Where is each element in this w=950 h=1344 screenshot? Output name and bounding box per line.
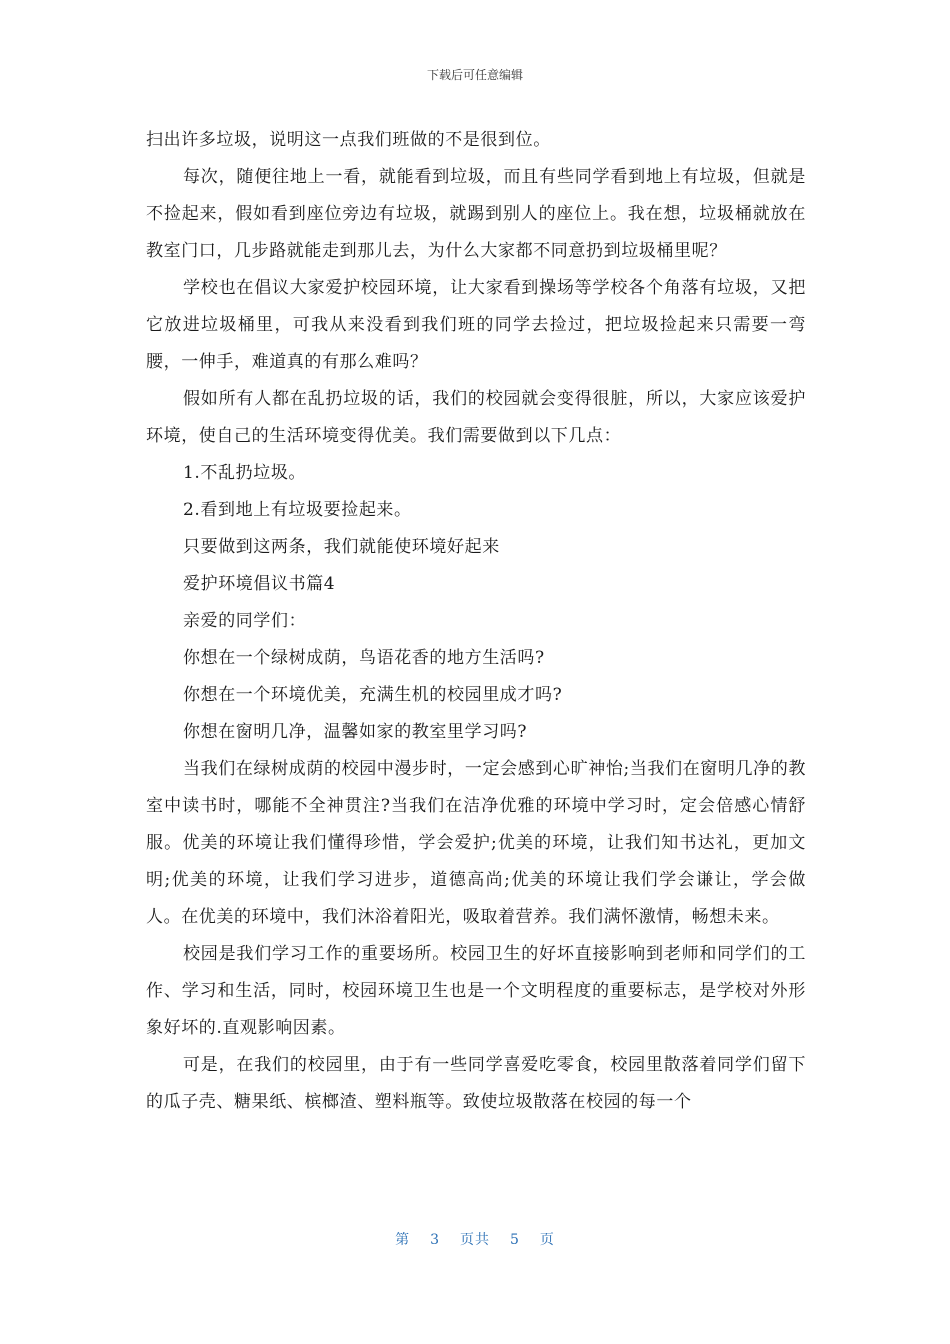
paragraph: 每次，随便往地上一看，就能看到垃圾，而且有些同学看到地上有垃圾，但就是不捡起来，假如看到座位旁边有垃圾，就踢到别人的座位上。我在想，垃圾桶就放在教室门口，几步路就能走到那儿去，为什么大家都不同意扔到垃圾桶里呢？	[146, 167, 806, 261]
current-page-number: 3	[430, 1232, 440, 1248]
paragraph: 你想在窗明几净，温馨如家的教室里学习吗?	[183, 722, 528, 742]
page-footer	[0, 1229, 950, 1249]
section-title: 爱护环境倡议书篇4	[183, 574, 336, 594]
footer-prefix: 第	[395, 1232, 411, 1248]
paragraph: 假如所有人都在乱扔垃圾的话，我们的校园就会变得很脏，所以，大家应该爱护环境，使自己的生活环境变得优美。我们需要做到以下几点：	[146, 389, 806, 446]
paragraph: 学校也在倡议大家爱护校园环境，让大家看到操场等学校各个角落有垃圾，又把它放进垃圾桶里，可我从来没看到我们班的同学去捡过，把垃圾捡起来只需要一弯腰，一伸手，难道真的有那么难吗？	[146, 278, 806, 372]
paragraph: 你想在一个环境优美，充满生机的校园里成才吗?	[183, 685, 563, 705]
paragraph: 可是，在我们的校园里，由于有一些同学喜爱吃零食，校园里散落着同学们留下的瓜子壳、糖果纸、槟榔渣、塑料瓶等。致使垃圾散落在校园的每一个	[146, 1055, 806, 1112]
paragraph: 你想在一个绿树成荫，鸟语花香的地方生活吗?	[183, 648, 545, 668]
footer-suffix: 页	[539, 1232, 555, 1248]
document-body	[146, 122, 806, 1121]
list-item: 1.不乱扔垃圾。	[183, 463, 307, 483]
page-header: 下载后可任意编辑	[426, 68, 523, 82]
salutation: 亲爱的同学们：	[183, 611, 307, 631]
paragraph: 当我们在绿树成荫的校园中漫步时，一定会感到心旷神怡;当我们在窗明几净的教室中读书时，哪能不全神贯注?当我们在洁净优雅的环境中学习时，定会倍感心情舒服。优美的环境让我们懂得珍惜，学会爱护;优美的环境，让我们知书达礼，更加文明;优美的环境，让我们学习进步，道德高尚;优美的环境让我们学会谦让，学会做人。在优美的环境中，我们沐浴着阳光，吸取着营养。我们满怀激情，畅想未来。	[146, 759, 806, 927]
footer-middle: 页共	[460, 1232, 490, 1248]
paragraph: 扫出许多垃圾，说明这一点我们班做的不是很到位。	[146, 130, 551, 150]
paragraph: 校园是我们学习工作的重要场所。校园卫生的好坏直接影响到老师和同学们的工作、学习和生活，同时，校园环境卫生也是一个文明程度的重要标志，是学校对外形象好坏的.直观影响因素。	[146, 944, 806, 1038]
paragraph: 只要做到这两条，我们就能使环境好起来	[183, 537, 500, 557]
list-item: 2.看到地上有垃圾要捡起来。	[183, 500, 412, 520]
total-pages-number: 5	[510, 1232, 520, 1248]
